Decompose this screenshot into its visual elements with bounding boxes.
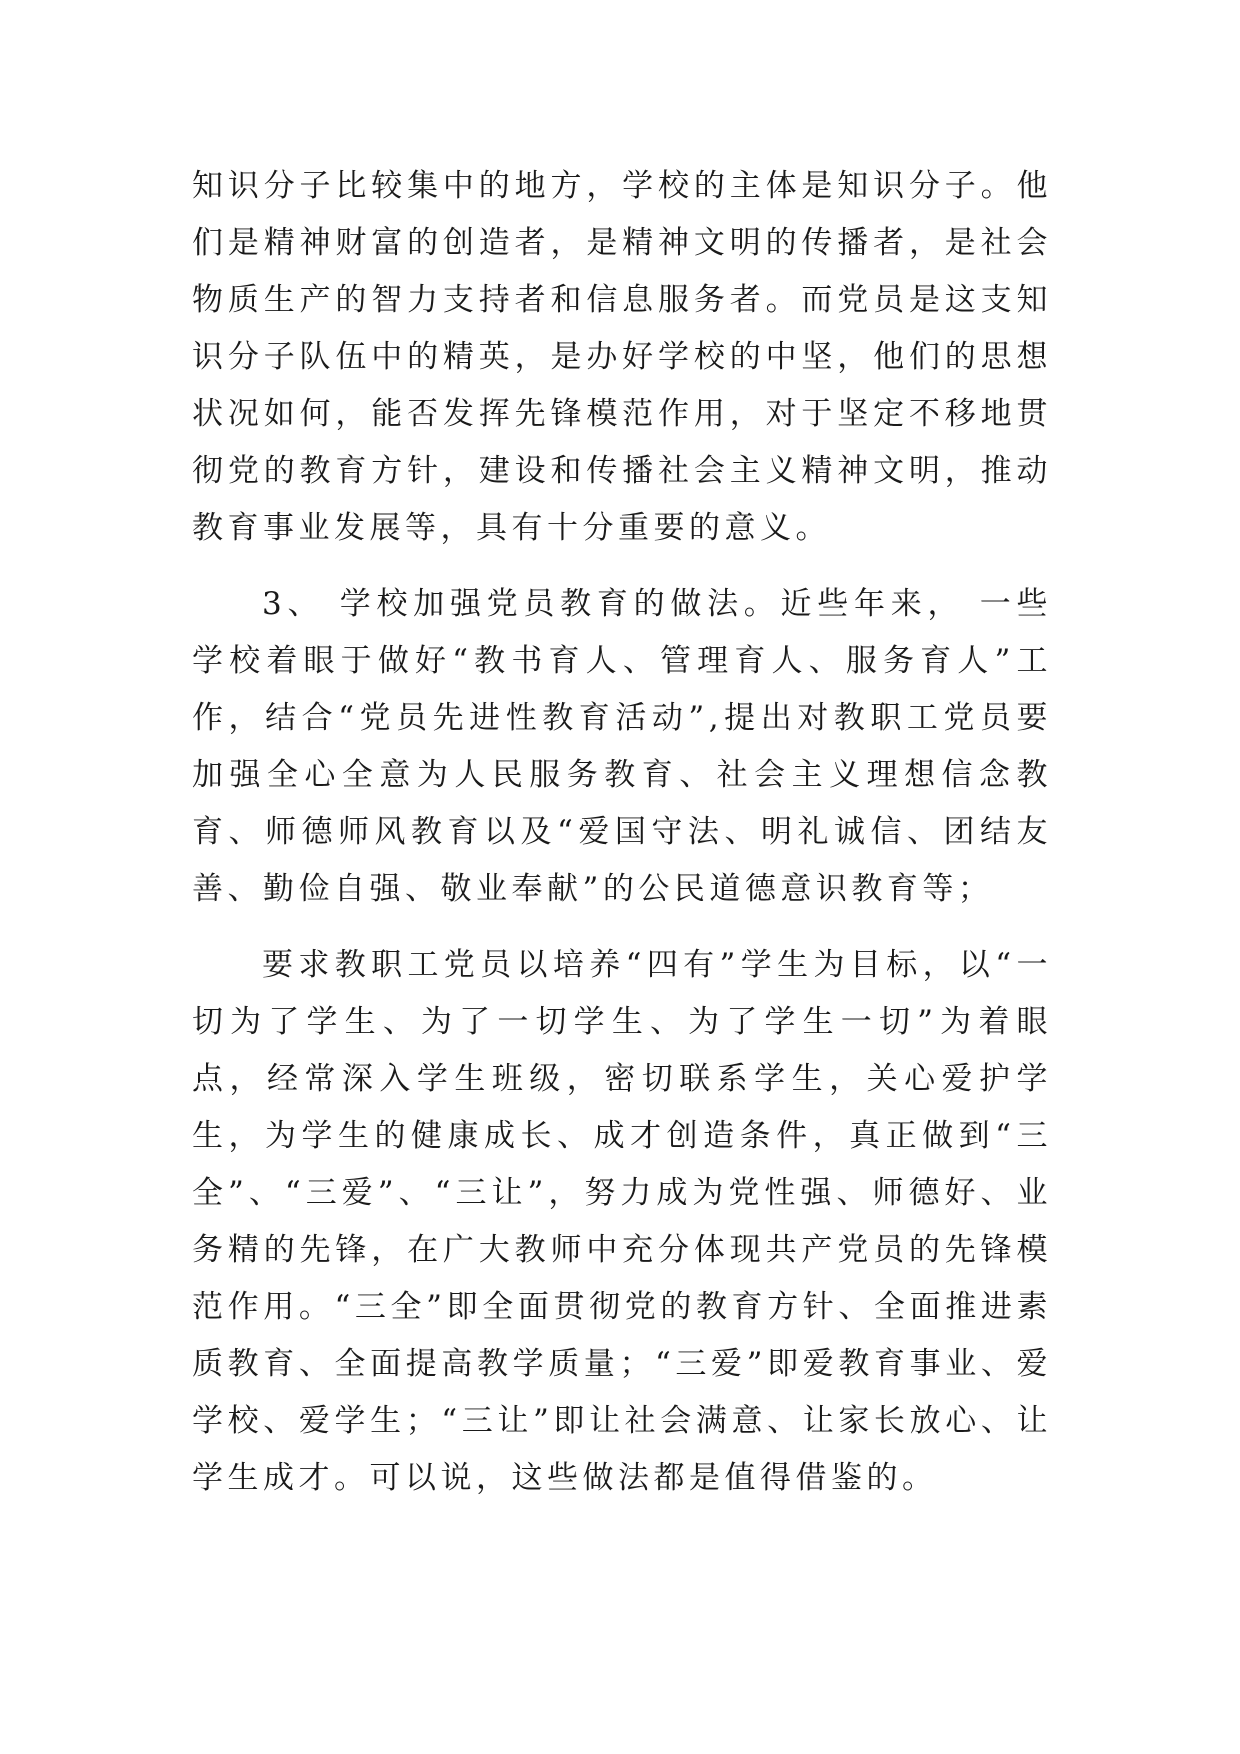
paragraph-requirements: 要求教职工党员以培养“四有”学生为目标，以“一切为了学生、为了一切学生、为了学生一切”为着眼点，经常深入学生班级，密切联系学生，关心爱护学生，为学生的健康成长、成才创造条件，真正做到“三全”、“三爱”、“三让”，努力成为党性强、师德好、业务精的先锋，在广大教师中充分体现共产党员的先锋模范作用。“三全”即全面贯彻党的教育方针、全面推进素质教育、全面提高教学质量；“三爱”即爱教育事业、爱学校、爱学生；“三让”即让社会满意、让家长放心、让学生成才。可以说，这些做法都是值得借鉴的。 — [192, 947, 1052, 1496]
document-body — [192, 158, 1052, 1507]
paragraph-school-practices: 3、 学校加强党员教育的做法。近些年来， 一些学校着眼于做好“教书育人、管理育人、服务育人”工作，结合“党员先进性教育活动”,提出对教职工党员要加强全心全意为人民服务教育、社会主义理想信念教育、师德师风教育以及“爱国守法、明礼诚信、团结友善、勤俭自强、敬业奉献”的公民道德意识教育等； — [192, 586, 1052, 907]
paragraph-intellectuals: 知识分子比较集中的地方，学校的主体是知识分子。他们是精神财富的创造者，是精神文明的传播者，是社会物质生产的智力支持者和信息服务者。而党员是这支知识分子队伍中的精英，是办好学校的中坚，他们的思想状况如何，能否发挥先锋模范作用，对于坚定不移地贯彻党的教育方针，建设和传播社会主义精神文明，推动教育事业发展等，具有十分重要的意义。 — [192, 168, 1052, 546]
